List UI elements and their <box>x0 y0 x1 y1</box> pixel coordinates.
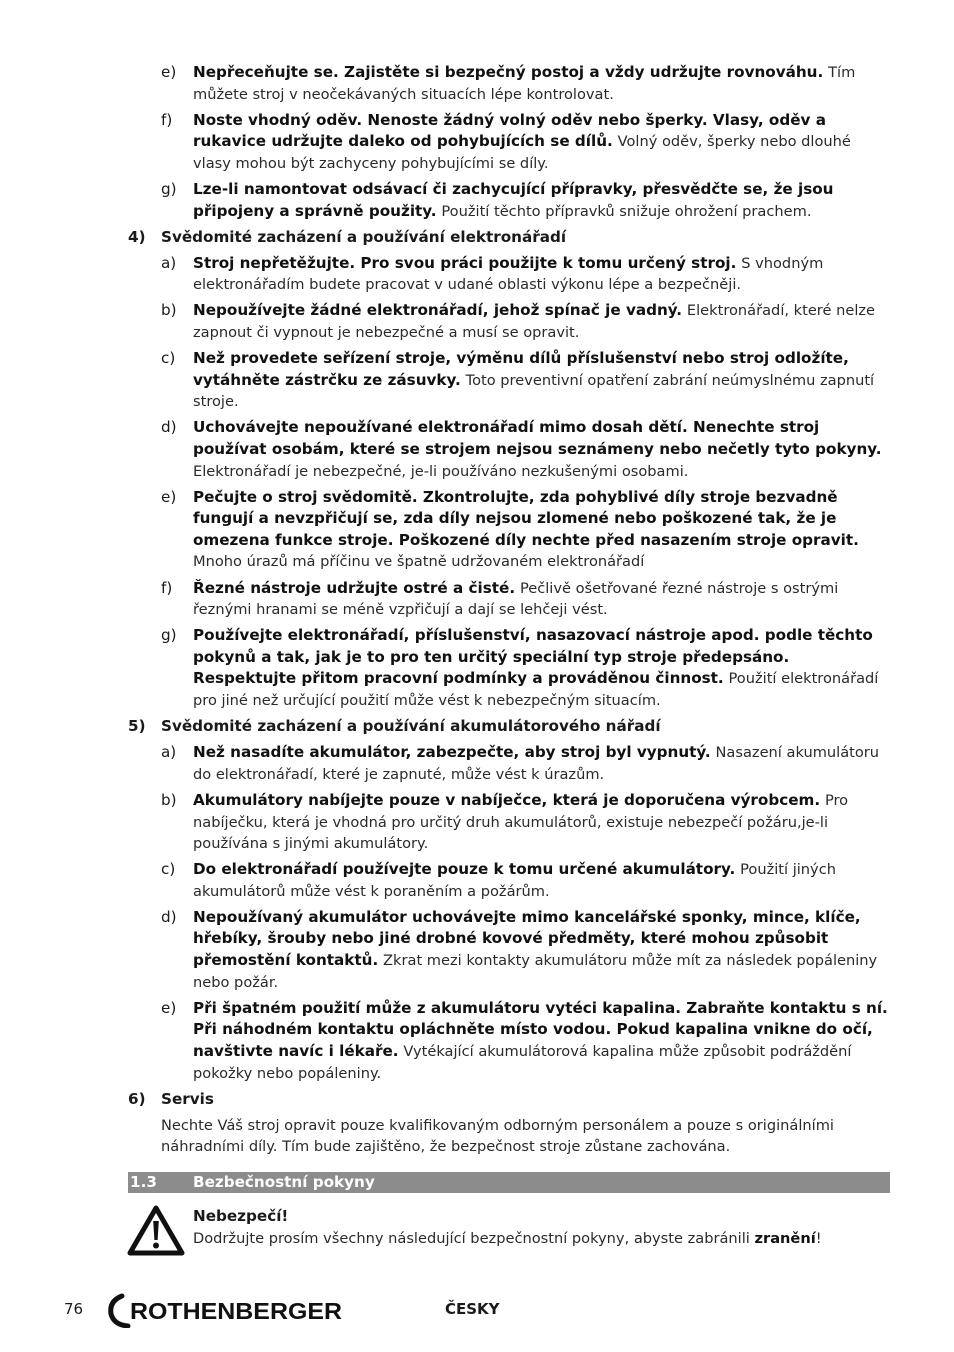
item-explanation: Volný oděv, šperky nebo dlouhé vlasy mohou být zachyceny pohybujícími se díly. <box>193 133 851 172</box>
item-instruction: Noste vhodný oděv. Nenoste žádný volný oděv nebo šperky. Vlasy, oděv a rukavice udržujte daleko od pohybujících se dílů. <box>193 110 826 151</box>
rothenberger-logo <box>106 1292 346 1328</box>
danger-notice <box>127 1204 897 1264</box>
warning-triangle-icon <box>127 1204 185 1256</box>
item-explanation: Použití jiných akumulátorů může vést k poraněním a požárům. <box>193 861 836 900</box>
item-letter: b) <box>161 790 177 809</box>
section-title: Svědomité zacházení a používání akumulátorového nářadí <box>161 717 661 736</box>
list-item <box>128 625 890 711</box>
item-explanation: Toto preventivní opatření zabrání neúmyslnému zapnutí stroje. <box>193 371 875 411</box>
document-body <box>128 62 890 1193</box>
item-instruction: Stroj nepřetěžujte. Pro svou práci použijte k tomu určený stroj. <box>193 253 737 272</box>
section-number: 6) <box>128 1089 146 1108</box>
list-item <box>128 907 890 993</box>
item-letter: b) <box>161 301 177 320</box>
section-number: 5) <box>128 717 146 736</box>
item-instruction: Nepoužívaný akumulátor uchovávejte mimo kancelářské sponky, mince, klíče, hřebíky, šrouby nebo jiné drobné kovové předměty, které mohou způsobit přemostění kontaktů. <box>193 907 861 970</box>
item-letter: e) <box>161 998 177 1017</box>
list-item <box>128 998 890 1084</box>
section-4-heading <box>128 227 890 249</box>
list-item <box>128 253 890 296</box>
item-explanation: Tím můžete stroj v neočekávaných situacích lépe kontrolovat. <box>193 64 856 103</box>
list-sub-5 <box>128 742 890 1084</box>
warning-title: Nebezpečí! <box>193 1207 289 1225</box>
item-explanation: Použití těchto přípravků snižuje ohrožení prachem. <box>441 202 812 220</box>
item-letter: c) <box>161 860 176 879</box>
item-instruction: Lze-li namontovat odsávací či zachycující přípravky, přesvědčte se, že jsou připojeny a správně použity. <box>193 179 834 220</box>
item-instruction: Pečujte o stroj svědomitě. Zkontrolujte, zda pohyblivé díly stroje bezvadně fungují a nevzpřičují se, zda díly nejsou zlomené nebo poškozené tak, že je omezena funkce stroje. Poškozené díly nechte před nasazením stroje opravit. <box>193 487 859 549</box>
item-instruction: Uchovávejte nepoužívané elektronářadí mimo dosah dětí. Nenechte stroj používat osobám, které se strojem nejsou seznámeny nebo nečetly tyto pokyny. <box>193 418 882 458</box>
item-letter: g) <box>161 179 177 198</box>
item-instruction: Používejte elektronářadí, příslušenství, nasazovací nástroje apod. podle těchto pokynů a tak, jak je to pro ten určitý speciální typ stroje předepsáno. Respektujte přitom pracovní podmínky a prováděnou činnost. <box>193 626 873 688</box>
section-number: 1.3 <box>130 1172 157 1191</box>
list-item <box>128 859 890 902</box>
brand-name: ROTHENBERGER <box>130 1298 343 1324</box>
section-6-text: Nechte Váš stroj opravit pouze kvalifikovaným odborným personálem a pouze s originálními náhradními díly. Tím bude zajištěno, že bezpečnost stroje zůstane zachována. <box>161 1116 834 1156</box>
list-item <box>128 790 890 855</box>
item-instruction: Než provedete seřízení stroje, výměnu dílů příslušenství nebo stroj odložíte, vytáhněte zástrčku ze zásuvky. <box>193 349 849 389</box>
list-item <box>128 348 890 413</box>
section-number: 4) <box>128 227 146 246</box>
section-6-heading <box>128 1089 890 1111</box>
item-letter: a) <box>161 743 177 762</box>
warning-emphasis: zranění <box>754 1229 816 1247</box>
section-title: Svědomité zacházení a používání elektronářadí <box>161 227 567 246</box>
item-letter: g) <box>161 626 177 645</box>
item-letter: f) <box>161 110 173 129</box>
item-instruction: Nepoužívejte žádné elektronářadí, jehož spínač je vadný. <box>193 301 683 320</box>
warning-text <box>193 1206 822 1249</box>
list-item <box>128 110 890 175</box>
item-explanation: Pro nabíječku, která je vhodná pro určitý druh akumulátorů, existuje nebezpečí požáru,je-li používána s jinými akumulátory. <box>193 791 849 853</box>
item-explanation: Elektronářadí je nebezpečné, je-li používáno nezkušenými osobami. <box>193 462 689 480</box>
item-instruction: Do elektronářadí používejte pouze k tomu určené akumulátory. <box>193 860 736 879</box>
item-explanation: Pečlivě ošetřované řezné nástroje s ostrými řeznými hranami se méně vzpřičují a dají se lehčeji vést. <box>193 579 839 619</box>
language-label: ČESKY <box>445 1300 500 1318</box>
list-sub-4 <box>128 253 890 712</box>
item-explanation: Použití elektronářadí pro jiné než určující použití může vést k nebezpečným situacím. <box>193 670 879 710</box>
section-5-heading <box>128 716 890 738</box>
item-letter: d) <box>161 907 177 926</box>
item-explanation: Elektronářadí, které nelze zapnout či vypnout je nebezpečné a musí se opravit. <box>193 302 876 342</box>
item-explanation: Nasazení akumulátoru do elektronářadí, které je zapnuté, může vést k úrazům. <box>193 744 880 783</box>
item-letter: a) <box>161 253 177 272</box>
list-item <box>128 578 890 621</box>
item-instruction: Nepřeceňujte se. Zajistěte si bezpečný postoj a vždy udržujte rovnováhu. <box>193 63 824 81</box>
page-number: 76 <box>64 1300 84 1318</box>
list-item <box>128 179 890 222</box>
item-letter: e) <box>161 487 177 506</box>
item-instruction: Při špatném použití může z akumulátoru vytéci kapalina. Zabraňte kontaktu s ní. Při náhodném kontaktu opláchněte místo vodou. Pokud kapalina vnikne do očí, navštivte navíc i lékaře. <box>193 998 888 1060</box>
item-instruction: Akumulátory nabíjejte pouze v nabíječce, která je doporučena výrobcem. <box>193 790 821 809</box>
item-letter: c) <box>161 349 176 368</box>
list-item <box>128 742 890 785</box>
section-1-3-bar <box>128 1172 890 1193</box>
item-explanation: Mnoho úrazů má příčinu ve špatně udržovaném elektronářadí <box>193 553 645 571</box>
item-explanation: Vytékající akumulátorová kapalina může způsobit podráždění pokožky nebo popáleniny. <box>193 1042 852 1082</box>
item-letter: e) <box>161 63 177 81</box>
list-sub-1 <box>128 62 890 222</box>
section-title: Servis <box>161 1089 214 1108</box>
list-item <box>128 62 890 105</box>
item-letter: f) <box>161 578 173 597</box>
list-item <box>128 417 890 482</box>
list-item <box>128 487 890 573</box>
warning-body: Dodržujte prosím všechny následující bezpečnostní pokyny, abyste zabránili zranění! <box>193 1229 822 1247</box>
item-explanation: Zkrat mezi kontakty akumulátoru může mít za následek popáleniny nebo požár. <box>193 952 878 991</box>
page-footer <box>0 1290 954 1330</box>
item-explanation: S vhodným elektronářadím budete pracovat v udané oblasti výkonu lépe a bezpečněji. <box>193 254 824 294</box>
item-instruction: Než nasadíte akumulátor, zabezpečte, aby stroj byl vypnutý. <box>193 743 711 762</box>
item-instruction: Řezné nástroje udržujte ostré a čisté. <box>193 578 516 597</box>
item-letter: d) <box>161 418 177 437</box>
section-title: Bezbečnostní pokyny <box>193 1172 375 1191</box>
list-item <box>128 300 890 343</box>
